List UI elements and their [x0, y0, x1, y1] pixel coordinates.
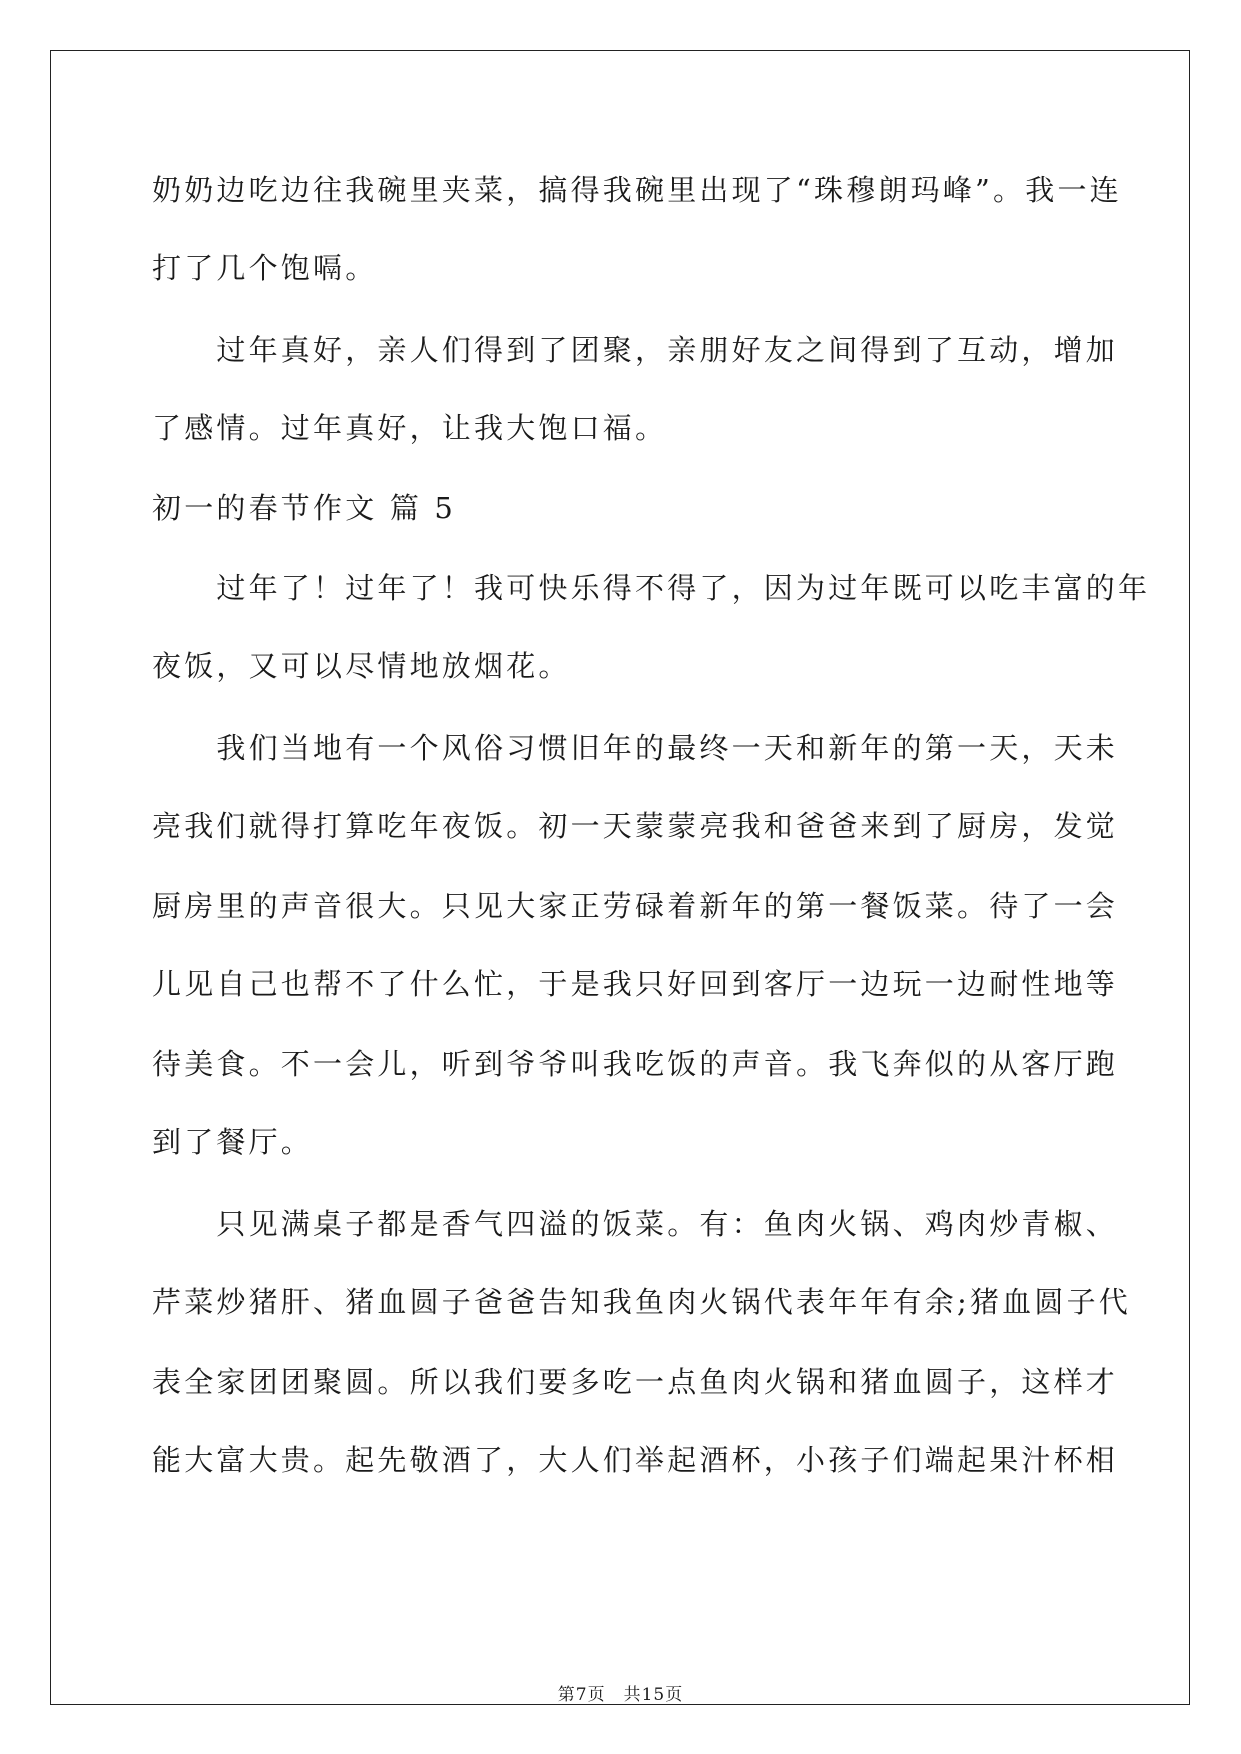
text-line: 奶奶边吃边往我碗里夹菜，搞得我碗里出现了“珠穆朗玛峰”。我一连 — [152, 173, 1122, 207]
text-line: 夜饭，又可以尽情地放烟花。 — [152, 649, 571, 683]
page-number-footer: 第7页 共15页 — [557, 1685, 684, 1705]
text-line: 打了几个饱嗝。 — [152, 251, 378, 285]
section-heading: 初一的春节作文 篇 5 — [152, 491, 457, 525]
text-line: 我们当地有一个风俗习惯旧年的最终一天和新年的第一天，天未 — [152, 731, 1119, 765]
text-line: 过年真好，亲人们得到了团聚，亲朋好友之间得到了互动，增加 — [152, 333, 1119, 367]
text-line: 过年了！过年了！我可快乐得不得了，因为过年既可以吃丰富的年 — [152, 571, 1151, 605]
text-line: 待美食。不一会儿，听到爷爷叫我吃饭的声音。我飞奔似的从客厅跑 — [152, 1047, 1119, 1081]
text-line: 厨房里的声音很大。只见大家正劳碌着新年的第一餐饭菜。待了一会 — [152, 889, 1119, 923]
text-line: 芹菜炒猪肝、猪血圆子爸爸告知我鱼肉火锅代表年年有余;猪血圆子代 — [152, 1285, 1131, 1319]
text-line: 能大富大贵。起先敬酒了，大人们举起酒杯，小孩子们端起果汁杯相 — [152, 1443, 1119, 1477]
text-line: 表全家团团聚圆。所以我们要多吃一点鱼肉火锅和猪血圆子，这样才 — [152, 1365, 1119, 1399]
text-line: 儿见自己也帮不了什么忙，于是我只好回到客厅一边玩一边耐性地等 — [152, 967, 1119, 1001]
text-line: 到了餐厅。 — [152, 1125, 314, 1159]
text-line: 亮我们就得打算吃年夜饭。初一天蒙蒙亮我和爸爸来到了厨房，发觉 — [152, 809, 1119, 843]
text-line: 了感情。过年真好，让我大饱口福。 — [152, 411, 668, 445]
text-line: 只见满桌子都是香气四溢的饭菜。有：鱼肉火锅、鸡肉炒青椒、 — [152, 1207, 1119, 1241]
